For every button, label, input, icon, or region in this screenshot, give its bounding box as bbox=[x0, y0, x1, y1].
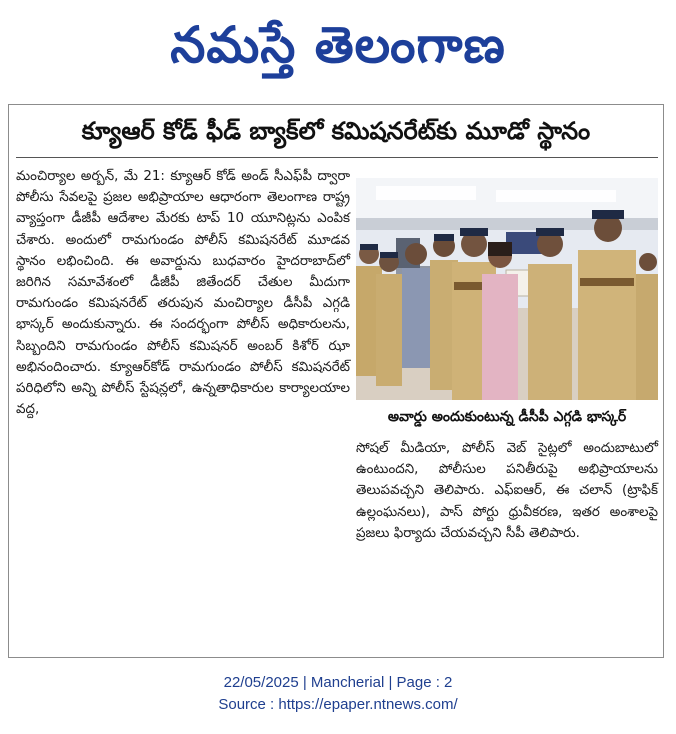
left-column bbox=[16, 166, 350, 420]
award-photo bbox=[356, 178, 658, 400]
award-photo-illustration bbox=[356, 178, 658, 400]
left-column-text: మంచిర్యాల అర్బన్, మే 21: క్యూఆర్ కోడ్ అండ్ సీఎఫ్‌పీ ద్వారా పోలీసు సేవలపై ప్రజల అభిప్రాయాల ఆధారంగా తెలంగాణ రాష్ట్ర వ్యాప్తంగా డీజీపీ ఆదేశాల మేరకు టాప్ 10 యూనిట్లను ఎంపిక చేశారు. అందులో రామగుండం పోలీస్ కమిషనరేట్ మూడవ స్థానం లభించింది. ఈ అవార్డును బుధవారం హైదరాబాద్‌లో జరిగిన సమావేశంలో డీజీపీ జితేందర్ చేతుల మీదుగా రామగుండం కమిషనరేట్ తరుపున మంచిర్యాల డీసీపీ ఎగ్గడి భాస్కర్ అందుకున్నారు. ఈ సందర్భంగా పోలీస్ అధికారులను, సిబ్బందిని రామగుండం పోలీస్ కమిషనర్ అంబర్ కిశోర్ ఝా అభినందించారు. క్యూఆర్‌కోడ్ రామగుండం పోలీస్ కమిషనరేట్ పరిధిలోని అన్ని పోలీస్ స్టేషన్లలో, ఉన్నతాధికారుల కార్యాలయాల వద్ద, bbox=[16, 169, 350, 418]
article-headline: క్యూఆర్ కోడ్ ఫీడ్ బ్యాక్‌లో కమిషనరేట్‌కు మూడో స్థానం bbox=[81, 117, 591, 145]
headline-rule bbox=[16, 157, 658, 158]
footer bbox=[0, 672, 676, 716]
photo-caption: అవార్డు అందుకుంటున్న డీసీపీ ఎగ్గడి భాస్కర్ bbox=[387, 409, 627, 425]
masthead-title: నమస్తే తెలంగాణ bbox=[170, 16, 506, 74]
right-column-text: సోషల్ మీడియా, పోలీస్ వెబ్ సైట్లలో అందుబాటులో ఉంటుందని, పోలీసుల పనితీరుపై అభిప్రాయాలను తెలుపవచ్చని తెలిపారు. ఎఫ్ఐఆర్, ఈ చలాన్ (ట్రాఫిక్ ఉల్లంఘనలు), పాస్ పోర్టు ధ్రువీకరణ, ఇతర అంశాలపై ప్రజలు ఫిర్యాదు చేయవచ్చని సీపీ తెలిపారు. bbox=[356, 441, 658, 541]
right-column bbox=[356, 438, 658, 544]
footer-date-edition: 22/05/2025 | Mancherial | Page : 2 bbox=[223, 674, 453, 691]
footer-source: Source : https://epaper.ntnews.com/ bbox=[218, 696, 458, 713]
masthead bbox=[0, 4, 676, 86]
